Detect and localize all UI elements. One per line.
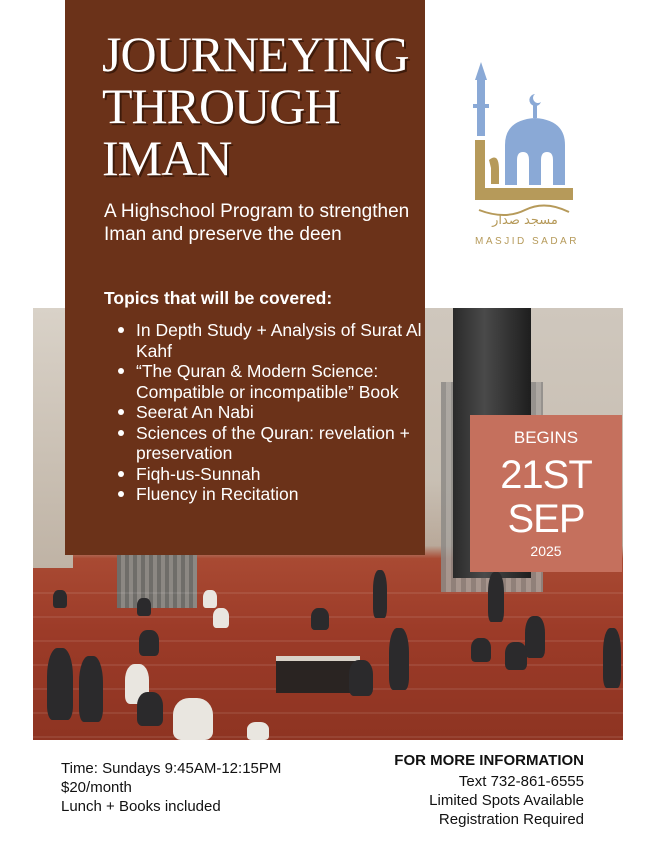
title-line: JOURNEYING <box>102 26 409 82</box>
photo-person <box>488 572 504 622</box>
photo-person <box>471 638 491 662</box>
photo-person <box>213 608 229 628</box>
photo-person <box>373 570 387 618</box>
topic-item: In Depth Study + Analysis of Surat Al Kahf <box>136 320 436 361</box>
logo-name: MASJID SADAR <box>475 236 579 247</box>
registration-text: Registration Required <box>438 811 584 828</box>
logo-arabic-text: مسجد صدار <box>492 213 558 228</box>
program-subtitle: A Highschool Program to strengthen Iman and preserve the deen <box>104 201 410 245</box>
title-line: IMAN <box>102 130 232 186</box>
topics-heading: Topics that will be covered: <box>104 288 333 308</box>
schedule-text: Time: Sundays 9:45AM-12:15PM <box>61 760 282 777</box>
minaret-icon <box>473 62 489 136</box>
contact-info <box>368 752 584 829</box>
photo-person <box>47 648 73 720</box>
program-details <box>61 759 281 816</box>
photo-person <box>349 660 373 696</box>
photo-person <box>137 598 151 616</box>
start-year: 2025 <box>530 543 562 559</box>
topic-item: Seerat An Nabi <box>136 402 436 423</box>
photo-platform <box>276 656 360 693</box>
photo-person <box>203 590 217 608</box>
photo-person <box>139 630 159 656</box>
topics-list <box>104 320 436 505</box>
start-date-box <box>470 415 622 572</box>
begins-label: BEGINS <box>513 428 579 447</box>
photo-person <box>53 590 67 608</box>
photo-person <box>311 608 329 630</box>
photo-person <box>79 656 103 722</box>
start-month: SEP <box>507 497 585 541</box>
price-text: $20/month <box>61 779 132 796</box>
topic-item: Fiqh-us-Sunnah <box>136 464 436 485</box>
start-day: 21ST <box>500 453 592 497</box>
photo-person <box>137 692 163 726</box>
title-line: THROUGH <box>102 78 340 134</box>
more-info-heading: FOR MORE INFORMATION <box>394 752 584 769</box>
start-date <box>470 453 622 541</box>
dome-icon <box>505 94 565 185</box>
spots-text: Limited Spots Available <box>429 792 584 809</box>
photo-person <box>173 698 213 740</box>
program-title <box>102 28 412 184</box>
topic-item: Sciences of the Quran: revelation + preservation <box>136 423 436 464</box>
photo-person <box>525 616 545 658</box>
includes-text: Lunch + Books included <box>61 798 221 815</box>
phone-text: Text 732-861-6555 <box>458 773 584 790</box>
photo-person <box>389 628 409 690</box>
photo-person <box>247 722 269 740</box>
masjid-sadar-logo <box>465 60 585 250</box>
photo-person <box>505 642 527 670</box>
topic-item: Fluency in Recitation <box>136 484 436 505</box>
photo-person <box>603 628 621 688</box>
topic-item: “The Quran & Modern Science: Compatible or incompatible” Book <box>136 361 436 402</box>
